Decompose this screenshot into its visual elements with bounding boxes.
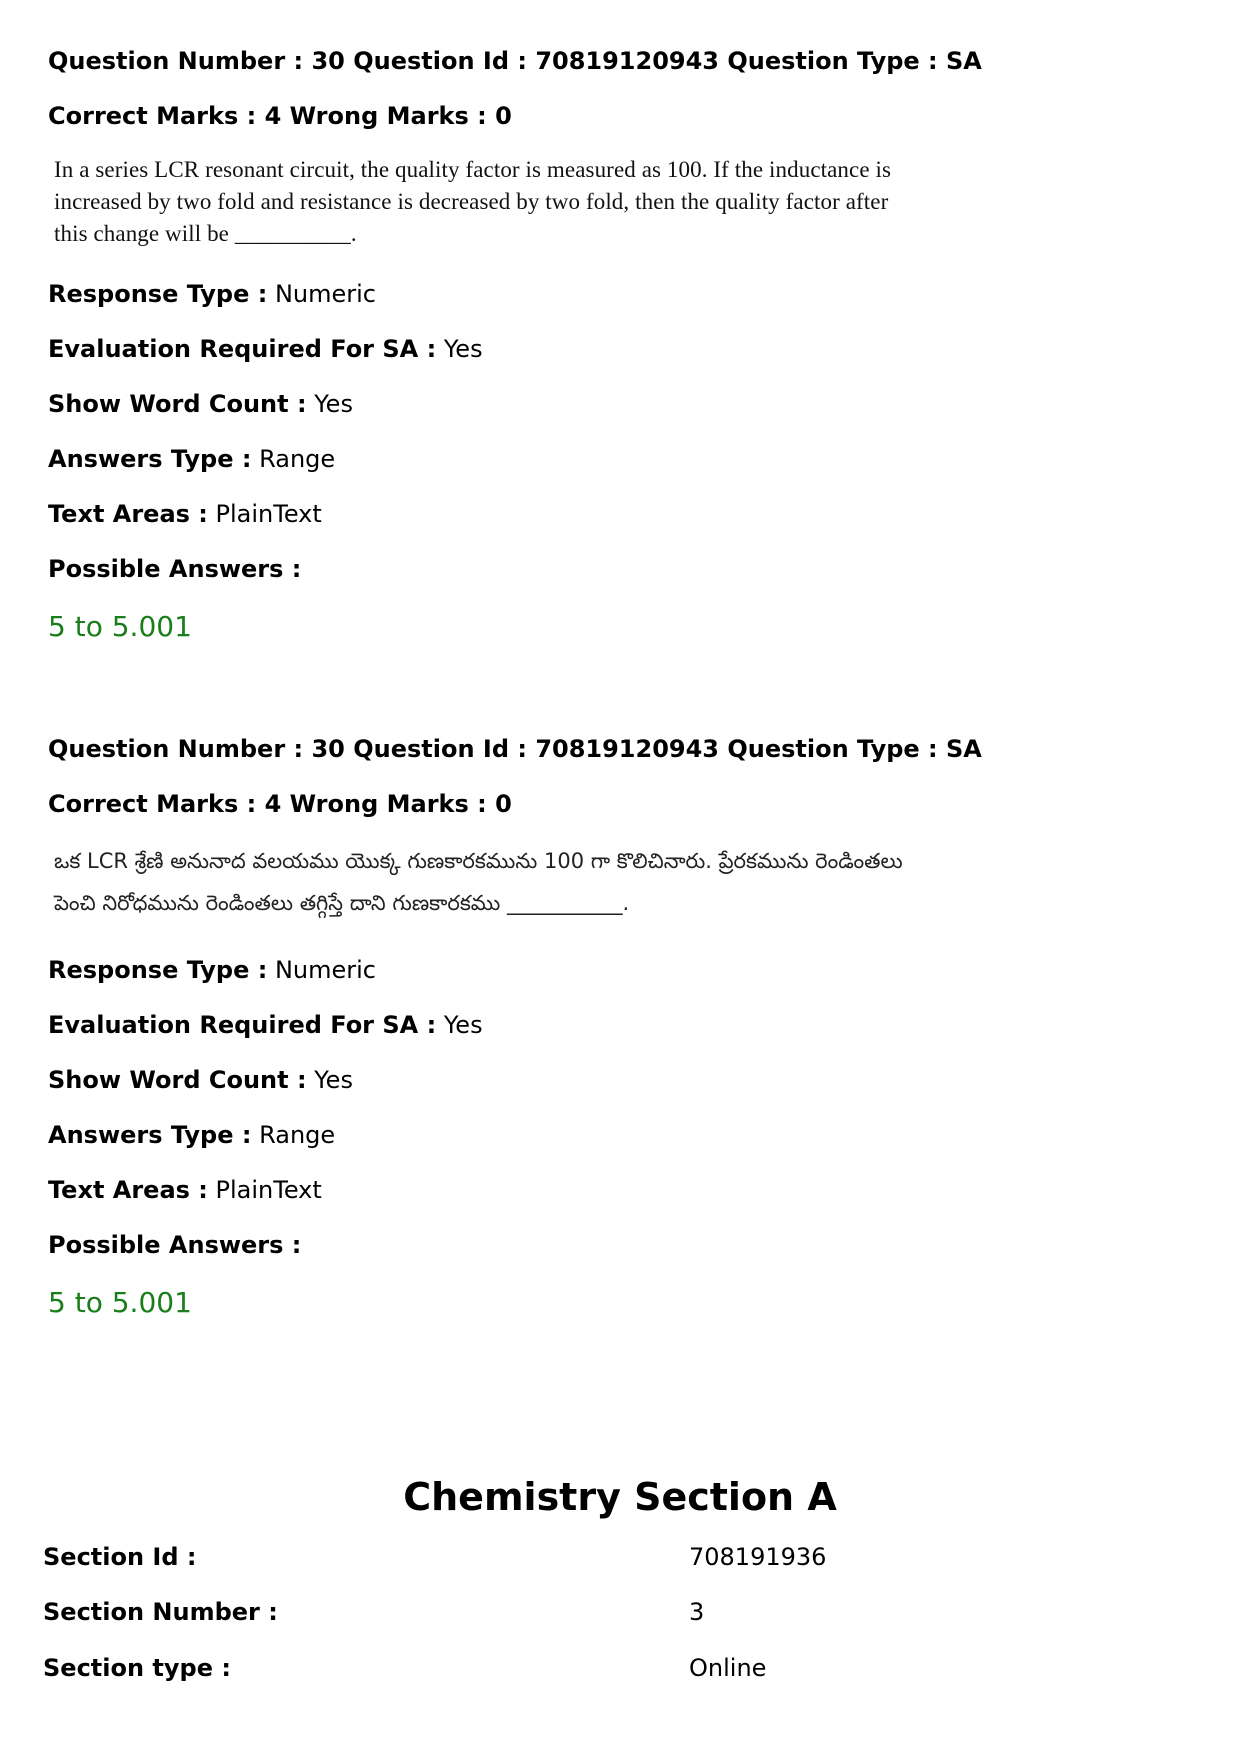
section-number-value: 3 bbox=[689, 1598, 705, 1626]
possible-answers-label: Possible Answers : bbox=[48, 555, 302, 583]
section-id-row bbox=[43, 1541, 1193, 1573]
section-type-row bbox=[43, 1652, 1193, 1684]
show-word-count: Show Word Count : Yes bbox=[48, 390, 353, 418]
section-id-value: 708191936 bbox=[689, 1543, 827, 1571]
section-number-row bbox=[43, 1596, 1193, 1628]
possible-answer: 5 to 5.001 bbox=[48, 1286, 192, 1319]
response-type: Response Type : Numeric bbox=[48, 280, 376, 308]
section-number-label: Section Number : bbox=[43, 1598, 278, 1626]
response-type: Response Type : Numeric bbox=[48, 956, 376, 984]
question-marks: Correct Marks : 4 Wrong Marks : 0 bbox=[48, 790, 512, 818]
question-text-line: In a series LCR resonant circuit, the quality factor is measured as 100. If the inductance is bbox=[54, 157, 892, 182]
question-text-line: పెంచి నిరోధమును రెండింతలు తగ్గిస్తే దాని గుణకారకము ___________. bbox=[54, 891, 630, 915]
question-text-line: increased by two fold and resistance is decreased by two fold, then the quality factor after bbox=[54, 189, 889, 214]
text-areas: Text Areas : PlainText bbox=[48, 500, 322, 528]
question-header: Question Number : 30 Question Id : 70819120943 Question Type : SA bbox=[48, 47, 982, 75]
section-id-label: Section Id : bbox=[43, 1543, 197, 1571]
show-word-count: Show Word Count : Yes bbox=[48, 1066, 353, 1094]
evaluation-required: Evaluation Required For SA : Yes bbox=[48, 1011, 483, 1039]
question-header: Question Number : 30 Question Id : 70819120943 Question Type : SA bbox=[48, 735, 982, 763]
evaluation-required: Evaluation Required For SA : Yes bbox=[48, 335, 483, 363]
question-text-line: ఒక LCR శ్రేణి అనునాద వలయము యొక్క గుణకారకమును 100 గా కొలిచినారు. ప్రేరకమును రెండింతలు bbox=[54, 849, 903, 873]
question-text-image bbox=[54, 154, 954, 250]
question-text-image bbox=[54, 840, 954, 924]
question-text-line: this change will be __________. bbox=[54, 221, 357, 246]
possible-answers-label: Possible Answers : bbox=[48, 1231, 302, 1259]
text-areas: Text Areas : PlainText bbox=[48, 1176, 322, 1204]
section-type-value: Online bbox=[689, 1654, 767, 1682]
answers-type: Answers Type : Range bbox=[48, 1121, 336, 1149]
question-marks: Correct Marks : 4 Wrong Marks : 0 bbox=[48, 102, 512, 130]
section-title: Chemistry Section A bbox=[403, 1475, 837, 1519]
possible-answer: 5 to 5.001 bbox=[48, 610, 192, 643]
answers-type: Answers Type : Range bbox=[48, 445, 336, 473]
section-type-label: Section type : bbox=[43, 1654, 231, 1682]
